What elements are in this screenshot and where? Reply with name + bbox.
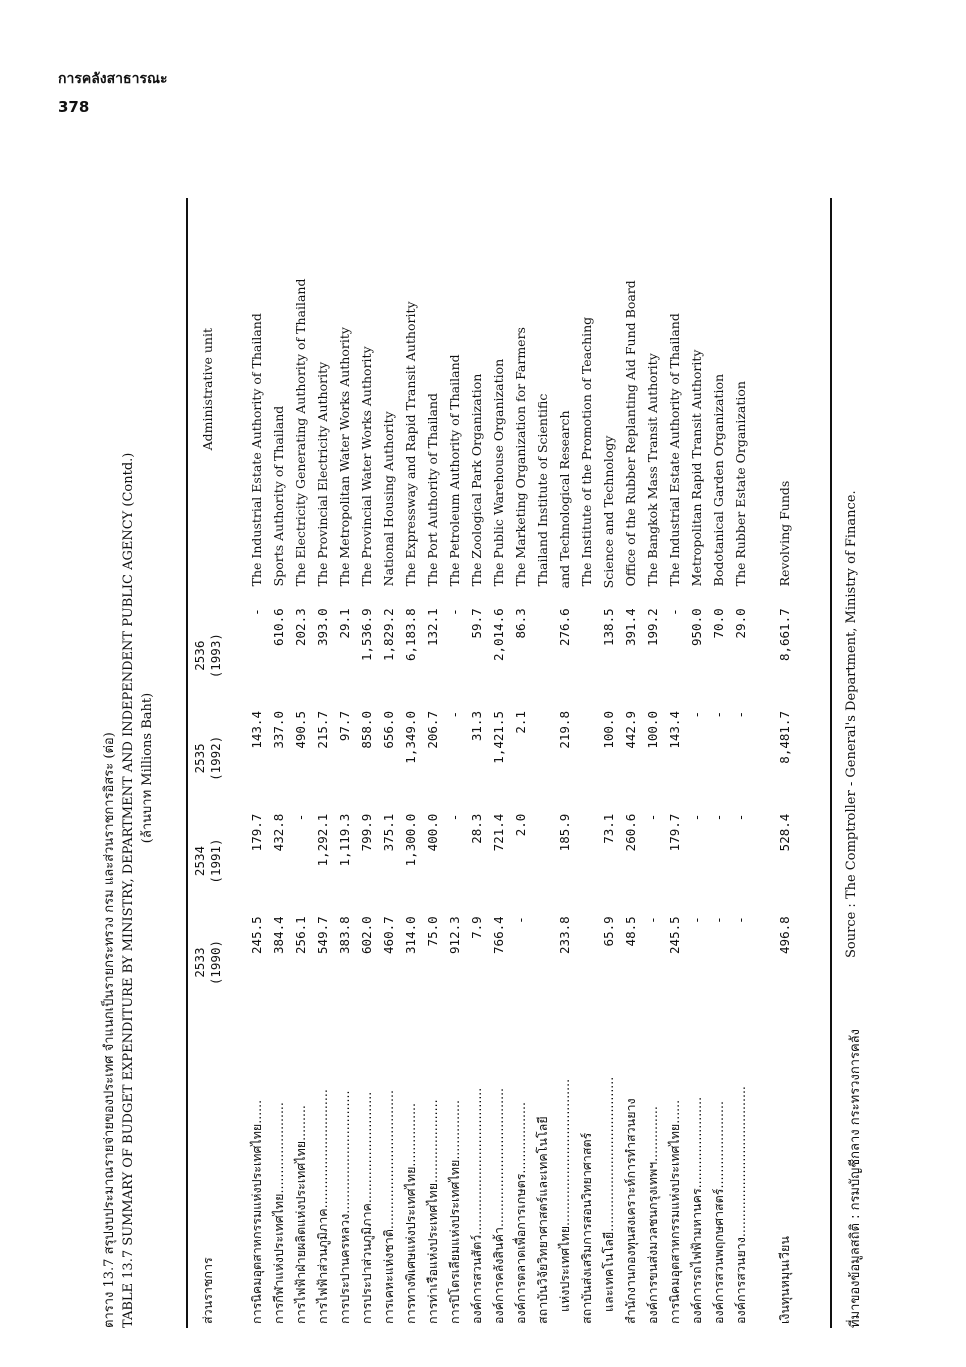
table-row (378, 188, 400, 1328)
section-header: การคลังสาธารณะ (58, 71, 168, 87)
row-thai-unit: องค์การสวนพฤกษศาสตร์...................... (711, 1101, 726, 1324)
row-value-1991: 28.3 (469, 813, 484, 844)
row-value-1992: 442.9 (623, 711, 638, 749)
row-english-unit: The Public Warehouse Organization (491, 358, 506, 587)
row-english-unit: The Marketing Organization for Farmers (513, 327, 528, 587)
table-row (334, 188, 356, 1328)
row-value-1991: - (689, 813, 704, 822)
caption-english-title: TABLE 13.7 SUMMARY OF BUDGET EXPENDITURE BY MINISTRY, DEPARTMENT AND INDEPENDENT PUBLIC AGENCY (Contd.) (121, 452, 136, 1328)
row-english-unit: Office of the Rubber Replanting Aid Fund Board (623, 280, 638, 587)
row-english-unit: Metropolitan Rapid Transit Authority (689, 349, 704, 587)
row-thai-unit: สถาบันวิจัยวิทยาศาสตร์และเทคโนโลยี (535, 1116, 550, 1324)
row-value-1991: 73.1 (601, 813, 616, 844)
table-row (510, 188, 532, 1328)
table-row (268, 188, 290, 1328)
row-english-unit: National Housing Authority (381, 411, 396, 587)
row-value-1991: - (711, 813, 726, 822)
row-value-1992: 1,349.0 (403, 711, 418, 764)
row-value-1991: 799.9 (359, 813, 374, 852)
row-value-1992: 100.0 (645, 711, 660, 749)
row-value-1991: 375.1 (381, 813, 396, 852)
row-value-1991: 185.9 (557, 813, 572, 852)
row-value-1990: 602.0 (359, 916, 374, 954)
row-value-1990: 383.8 (337, 916, 352, 954)
row-thai-unit: องค์การคลังสินค้า................................... (491, 1087, 506, 1324)
row-value-1993: 59.7 (469, 608, 484, 639)
row-value-1993: 6,183.8 (403, 608, 418, 662)
row-value-1991: 179.7 (249, 813, 264, 852)
row-value-1990: 245.5 (667, 916, 682, 954)
row-thai-unit: องค์การตลาดเพื่อการเกษตร.................. (513, 1102, 528, 1324)
row-value-1991 (532, 810, 554, 913)
row-thai-unit: การท่าเรือแห่งประเทศไทย..................... (425, 1099, 440, 1324)
row-value-1993: 70.0 (711, 608, 726, 639)
row-value-1992: 97.7 (337, 711, 352, 742)
row-thai-unit: สำนักงานกองทุนสงเคราะห์การทำสวนยาง (623, 1098, 638, 1324)
table-row (400, 188, 422, 1328)
row-thai-unit: แห่งประเทศไทย..................................... (557, 1078, 572, 1312)
table-row (246, 188, 268, 1328)
row-value-1990: 75.0 (425, 916, 440, 947)
row-value-1992: 337.0 (271, 711, 286, 749)
total-1993: 8,661.7 (777, 608, 792, 662)
row-thai-unit: องค์การสวนสัตว์..................................... (469, 1087, 484, 1324)
row-value-1993 (532, 604, 554, 707)
row-value-1992: - (689, 711, 704, 719)
row-thai-unit: การประปาส่วนภูมิภาค............................ (359, 1091, 374, 1324)
row-value-1992: 858.0 (359, 711, 374, 749)
row-value-1990: 549.7 (315, 916, 330, 954)
row-value-1990: 65.9 (601, 916, 616, 947)
total-english: Revolving Funds (777, 480, 792, 587)
table-row (554, 188, 576, 1328)
row-value-1991: 721.4 (491, 813, 506, 852)
row-value-1990: 460.7 (381, 916, 396, 954)
row-english-unit: The Port Authority of Thailand (425, 393, 440, 587)
row-value-1990: - (689, 916, 704, 924)
row-value-1990: 912.3 (447, 916, 462, 954)
row-thai-unit: การไฟฟ้าฝ่ายผลิตแห่งประเทศไทย......... (293, 1105, 308, 1324)
table-row (444, 188, 466, 1328)
row-thai-unit: การปิโตรเลียมแห่งประเทศไทย............... (447, 1100, 462, 1324)
row-thai-unit: การประปานครหลวง............................... (337, 1090, 352, 1324)
row-value-1991: 432.8 (271, 813, 286, 852)
row-english-unit: The Provincial Water Works Authority (359, 346, 374, 587)
table-row (422, 188, 444, 1328)
row-value-1992: 215.7 (315, 711, 330, 749)
row-value-1992: 656.0 (381, 711, 396, 749)
row-english-unit: The Rubber Estate Organization (733, 381, 748, 587)
row-value-1992: 206.7 (425, 711, 440, 749)
total-1991: 528.4 (777, 813, 792, 852)
bottom-rule (830, 198, 832, 1328)
row-value-1990: 233.8 (557, 916, 572, 954)
row-value-1991: - (645, 813, 660, 822)
row-value-1992 (576, 707, 598, 810)
row-thai-unit: องค์การรถไฟฟ้ามหานคร....................... (689, 1096, 704, 1324)
row-english-unit: The Metropolitan Water Works Authority (337, 327, 352, 587)
row-value-1992: 143.4 (249, 711, 264, 749)
table-row (598, 188, 620, 1328)
row-value-1992: 1,421.5 (491, 711, 506, 764)
row-value-1992: - (733, 711, 748, 719)
row-value-1992: 31.3 (469, 711, 484, 742)
row-value-1992: 100.0 (601, 711, 616, 749)
top-rule (186, 198, 188, 1328)
row-value-1992: - (447, 711, 462, 719)
caption-thai-title: ตาราง 13.7 สรุปงบประมาณรายจ่ายของประเทศ จำแนกเป็นรายกระทรวง กรม และส่วนราชการอิสระ (ต่อ) (102, 732, 117, 1328)
row-value-1992 (532, 707, 554, 810)
row-value-1991: - (733, 813, 748, 822)
row-english-unit: Bodotanical Garden Organization (711, 373, 726, 587)
row-value-1993: - (249, 608, 264, 616)
row-thai-unit: การนิคมอุตสาหกรรมแห่งประเทศไทย...... (667, 1099, 682, 1324)
table-body (246, 188, 752, 1328)
table-row (576, 188, 598, 1328)
page-number: 378 (58, 98, 90, 116)
row-value-1992: 2.1 (513, 711, 528, 734)
source-english: Source : The Comptroller - General's Department, Ministry of Finance. (844, 490, 859, 958)
row-value-1990: 7.9 (469, 916, 484, 939)
row-value-1991: 400.0 (425, 813, 440, 852)
row-thai-unit: การทางพิเศษแห่งประเทศไทย................ (403, 1103, 418, 1324)
table-row (290, 188, 312, 1328)
total-thai: เงินทุนหมุนเวียน (777, 1236, 792, 1324)
row-value-1993: 29.0 (733, 608, 748, 639)
row-english-unit: Science and Technology (601, 435, 616, 589)
header-year-1991: 2534 (1991) (192, 838, 223, 884)
row-value-1993: 132.1 (425, 608, 440, 646)
row-value-1993: 950.0 (689, 608, 704, 646)
row-value-1993: 393.0 (315, 608, 330, 646)
row-thai-unit: การไฟฟ้าส่วนภูมิภาค.............................. (315, 1089, 330, 1324)
row-value-1993: 86.3 (513, 608, 528, 639)
row-value-1993: 138.5 (601, 608, 616, 646)
table-row (642, 188, 664, 1328)
header-thai-unit: ส่วนราชการ (200, 1257, 215, 1324)
row-value-1993: - (447, 608, 462, 616)
row-value-1991: 179.7 (667, 813, 682, 852)
row-value-1993: 1,536.9 (359, 608, 374, 662)
row-value-1993: 610.6 (271, 608, 286, 646)
row-thai-unit: และเทคโนโลยี....................................... (601, 1076, 616, 1312)
rotated-table-page (100, 188, 880, 1348)
row-value-1993: 29.1 (337, 608, 352, 639)
row-value-1993: 199.2 (645, 608, 660, 646)
row-value-1991 (576, 810, 598, 913)
row-value-1990: - (645, 916, 660, 924)
row-value-1990: 766.4 (491, 916, 506, 954)
row-thai-unit: การนิคมอุตสาหกรรมแห่งประเทศไทย...... (249, 1099, 264, 1324)
row-value-1992: - (711, 711, 726, 719)
table-row (708, 188, 730, 1328)
total-1990: 496.8 (777, 916, 792, 954)
table-row (664, 188, 686, 1328)
row-value-1990: 256.1 (293, 916, 308, 954)
row-value-1991: 2.0 (513, 813, 528, 837)
row-value-1992: 143.4 (667, 711, 682, 749)
table-row (312, 188, 334, 1328)
row-thai-unit: องค์การสวนยาง...................................... (733, 1086, 748, 1324)
row-value-1991: 1,300.0 (403, 813, 418, 867)
header-year-1990: 2533 (1990) (192, 939, 223, 986)
row-value-1990: - (711, 916, 726, 924)
table-row (620, 188, 642, 1328)
row-value-1990: - (513, 916, 528, 924)
row-value-1991: 1,292.1 (315, 813, 330, 867)
row-english-unit: and Technological Research (557, 410, 572, 589)
table-row (532, 188, 554, 1328)
header-english-unit: Administrative unit (200, 328, 215, 451)
row-value-1993: 276.6 (557, 608, 572, 646)
table-caption (100, 208, 157, 1328)
row-value-1990: 314.0 (403, 916, 418, 954)
row-value-1993 (576, 604, 598, 707)
row-thai-unit: สถาบันส่งเสริมการสอนวิทยาศาสตร์ (579, 1132, 594, 1324)
caption-unit: (ล้านบาท Millions Baht) (140, 692, 155, 844)
table-row (356, 188, 378, 1328)
row-english-unit: Sports Authority of Thailand (271, 405, 286, 587)
row-value-1991: 260.6 (623, 813, 638, 852)
row-english-unit: The Industrial Estate Authority of Thailand (667, 313, 682, 587)
row-value-1993: 202.3 (293, 608, 308, 646)
row-english-unit: The Institute of the Promotion of Teaching (579, 316, 594, 587)
row-english-unit: The Bangkok Mass Transit Authority (645, 353, 660, 587)
table-row (488, 188, 510, 1328)
row-value-1991: 1,119.3 (337, 813, 352, 867)
row-value-1993: 1,829.2 (381, 608, 396, 662)
row-value-1993: 391.4 (623, 608, 638, 646)
table-row (730, 188, 752, 1328)
row-value-1990: 48.5 (623, 916, 638, 947)
row-value-1990: - (733, 916, 748, 924)
row-value-1992: 219.8 (557, 711, 572, 749)
row-value-1992: 490.5 (293, 711, 308, 749)
row-english-unit: The Zoological Park Organization (469, 373, 484, 587)
row-value-1990: 384.4 (271, 916, 286, 954)
row-english-unit: The Provincial Electricity Authority (315, 361, 330, 587)
total-1992: 8,481.7 (777, 711, 792, 764)
row-value-1990 (532, 912, 554, 1012)
row-value-1993: - (667, 608, 682, 616)
table-row (686, 188, 708, 1328)
source-thai: ที่มาของข้อมูลสถิติ : กรมบัญชีกลาง กระทรวงการคลัง (848, 1029, 863, 1328)
header-year-1993: 2536 (1993) (192, 633, 223, 679)
row-value-1991: - (293, 813, 308, 822)
row-english-unit: The Petroleum Authority of Thailand (447, 354, 462, 587)
row-value-1993: 2,014.6 (491, 608, 506, 662)
row-thai-unit: องค์การขนส่งมวลชนกรุงเทพฯ.............. (645, 1106, 660, 1324)
row-value-1991: - (447, 813, 462, 822)
header-row (192, 188, 224, 1328)
row-english-unit: The Industrial Estate Authority of Thailand (249, 313, 264, 587)
table-row (466, 188, 488, 1328)
total-row (774, 188, 796, 1328)
row-english-unit: The Electricity Generating Authority of Thailand (293, 278, 308, 587)
row-thai-unit: การเคหะแห่งชาติ................................... (381, 1090, 396, 1324)
budget-table (192, 188, 796, 1328)
row-thai-unit: การกีฬาแห่งประเทศไทย....................... (271, 1102, 286, 1324)
header-year-1992: 2535 (1992) (192, 735, 223, 781)
row-value-1990: 245.5 (249, 916, 264, 954)
row-english-unit: Thailand Institute of Scientific (535, 393, 550, 587)
row-value-1990 (576, 912, 598, 1012)
row-english-unit: The Expressway and Rapid Transit Authority (403, 301, 418, 587)
